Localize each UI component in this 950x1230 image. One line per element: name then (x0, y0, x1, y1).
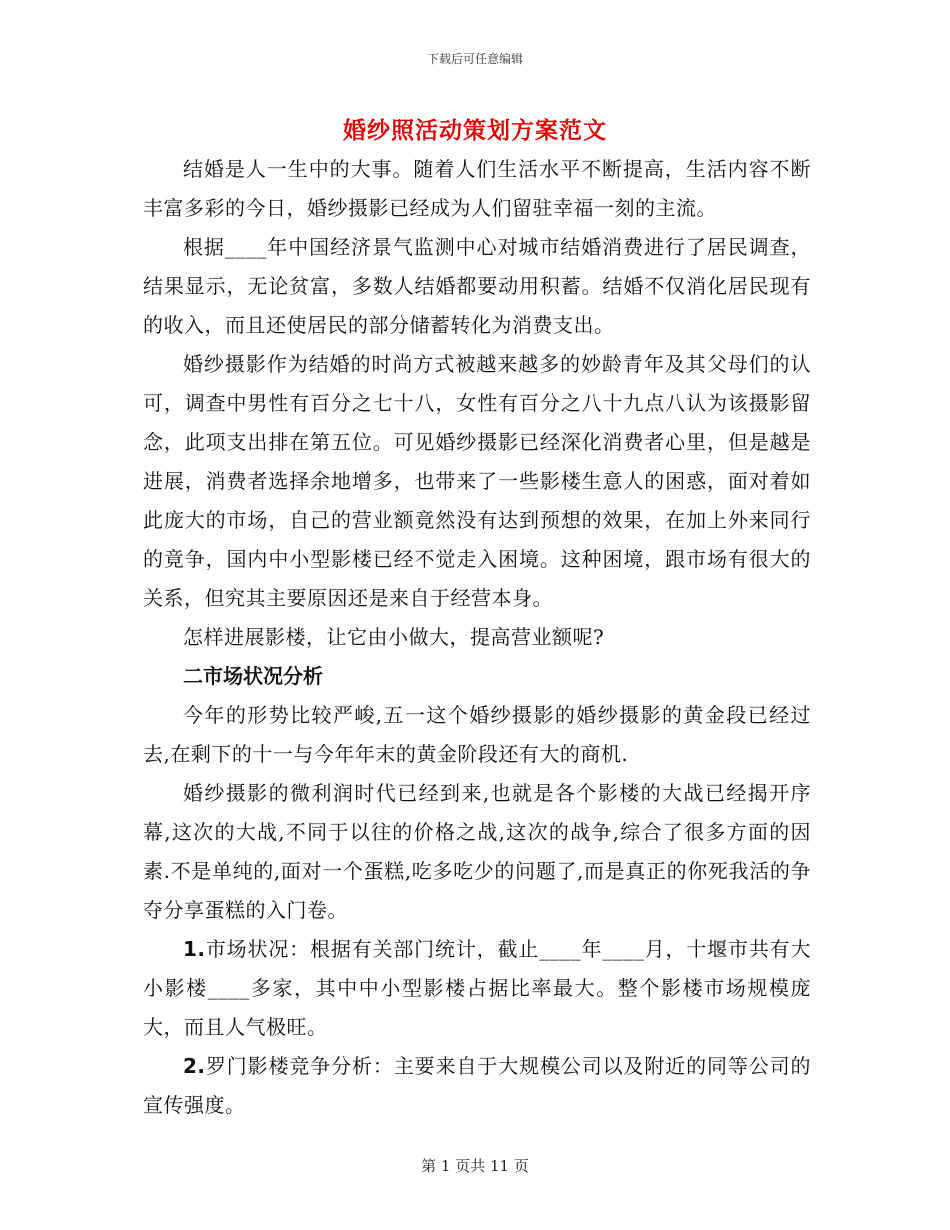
page-footer: 第 1 页共 11 页 (421, 1157, 529, 1175)
document-title: 婚纱照活动策划方案范文 (343, 117, 607, 144)
paragraph: 结婚是人一生中的大事。随着人们生活水平不断提高，生活内容不断丰富多彩的今日，婚纱摄影已经成为人们留驻幸福一刻的主流。 (143, 157, 811, 220)
paragraph: 根据____年中国经济景气监测中心对城市结婚消费进行了居民调查，结果显示，无论贫富，多数人结婚都要动用积蓄。结婚不仅消化居民现有的收入，而且还使居民的部分储蓄转化为消费支出。 (143, 235, 811, 337)
numbered-item (143, 930, 811, 1047)
paragraph: 今年的形势比较严峻,五一这个婚纱摄影的婚纱摄影的黄金段已经过去,在剩下的十一与今年年末的黄金阶段还有大的商机. (143, 703, 811, 766)
paragraph: 怎样进展影楼，让它由小做大，提高营业额呢? (183, 625, 605, 649)
item-text: 罗门影楼竞争分析：主要来自于大规模公司以及附近的同等公司的宣传强度。 (143, 1054, 811, 1117)
item-number: 2. (183, 1054, 206, 1078)
section-heading: 二市场状况分析 (183, 664, 323, 688)
paragraph: 婚纱摄影的微利润时代已经到来,也就是各个影楼的大战已经揭开序幕,这次的大战,不同于以往的价格之战,这次的战争,综合了很多方面的因素.不是单纯的,面对一个蛋糕,吃多吃少的问题了,而是真正的你死我活的争夺分享蛋糕的入门卷。 (143, 781, 811, 922)
item-number: 1. (183, 937, 206, 961)
document-body (143, 150, 811, 1125)
paragraph: 婚纱摄影作为结婚的时尚方式被越来越多的妙龄青年及其父母们的认可，调查中男性有百分之七十八，女性有百分之八十九点八认为该摄影留念，此项支出排在第五位。可见婚纱摄影已经深化消费者心里，但是越是进展，消费者选择余地增多，也带来了一些影楼生意人的困惑，面对着如此庞大的市场，自己的营业额竟然没有达到预想的效果，在加上外来同行的竟争，国内中小型影楼已经不觉走入困境。这种困境，跟市场有很大的关系，但究其主要原因还是来自于经营本身。 (143, 352, 811, 610)
numbered-item (143, 1047, 811, 1125)
page-header: 下载后可任意编辑 (426, 52, 523, 66)
item-text: 市场状况：根据有关部门统计，截止____年____月，十堰市共有大小影楼____多家，其中中小型影楼占据比率最大。整个影楼市场规模庞大，而且人气极旺。 (143, 937, 811, 1039)
